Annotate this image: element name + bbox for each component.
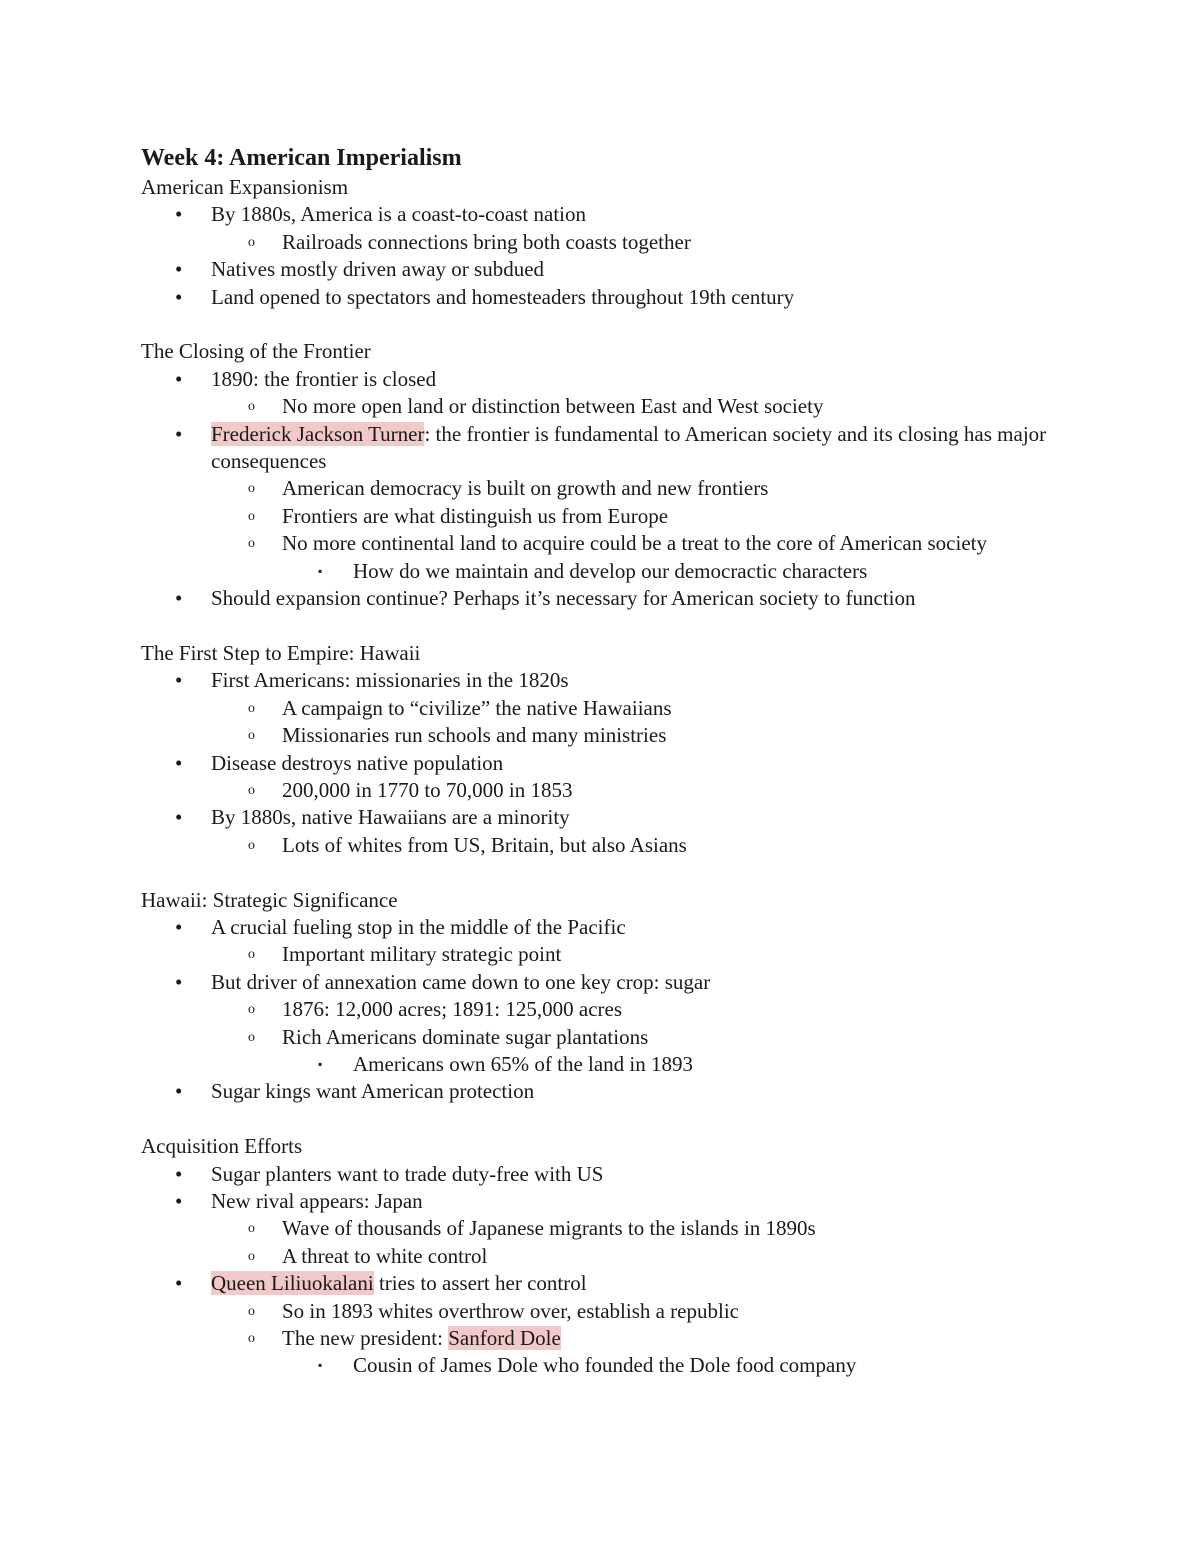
- square-bullet-icon: ▪: [318, 1056, 323, 1071]
- item-text: So in 1893 whites overthrow over, establish a republic: [282, 1298, 739, 1323]
- item-text: First Americans: missionaries in the 1820s: [211, 668, 569, 693]
- circle-bullet-icon: o: [248, 508, 255, 524]
- square-bullet-icon: ▪: [318, 563, 323, 578]
- item-text: 1890: the frontier is closed: [211, 366, 437, 391]
- section-spacer: [141, 612, 1101, 639]
- circle-bullet-icon: o: [248, 1331, 255, 1346]
- list-item: [141, 229, 1101, 256]
- item-text: How do we maintain and develop our democractic characters: [353, 558, 868, 583]
- item-text: 1876: 12,000 acres; 1891: 125,000 acres: [282, 997, 623, 1022]
- document-title: Week 4: American Imperialism: [141, 145, 462, 171]
- document-page: [141, 142, 1101, 1380]
- circle-bullet-icon: o: [248, 234, 255, 250]
- list-item: [141, 1078, 1101, 1105]
- item-text: American democracy is built on growth and new frontiers: [282, 476, 769, 501]
- bullet-icon: •: [175, 668, 183, 693]
- list-item: [141, 1024, 1101, 1051]
- item-text: Railroads connections bring both coasts together: [282, 229, 691, 254]
- highlighted-term: Sanford Dole: [448, 1326, 561, 1350]
- list-item: [141, 1243, 1101, 1270]
- list-item: [141, 201, 1101, 228]
- item-text: No more open land or distinction between East and West society: [282, 394, 824, 419]
- item-text: A campaign to “civilize” the native Hawaiians: [282, 695, 672, 720]
- list-item: [141, 804, 1101, 831]
- list-item: [141, 777, 1101, 804]
- bullet-icon: •: [175, 366, 183, 391]
- item-text: Land opened to spectators and homesteaders throughout 19th century: [211, 284, 795, 309]
- section-heading: American Expansionism: [141, 175, 349, 199]
- item-text: Should expansion continue? Perhaps it’s necessary for American society to function: [211, 586, 916, 611]
- list-item: [141, 996, 1101, 1023]
- list-item: [141, 393, 1101, 420]
- circle-bullet-icon: o: [248, 481, 255, 497]
- section-list: [141, 201, 1101, 311]
- item-text: But driver of annexation came down to one key crop: sugar: [211, 969, 711, 994]
- list-item: [141, 914, 1101, 941]
- circle-bullet-icon: o: [248, 1029, 255, 1045]
- bullet-icon: •: [175, 202, 183, 227]
- section-list: [141, 667, 1101, 859]
- list-item: [141, 1161, 1101, 1188]
- item-text: 200,000 in 1770 to 70,000 in 1853: [282, 777, 573, 802]
- item-text: Natives mostly driven away or subdued: [211, 257, 545, 282]
- list-item: [141, 503, 1101, 530]
- item-text: Cousin of James Dole who founded the Dole food company: [353, 1353, 857, 1378]
- section-spacer: [141, 1106, 1101, 1133]
- list-item: [141, 941, 1101, 968]
- item-text: Wave of thousands of Japanese migrants to the islands in 1890s: [282, 1216, 816, 1241]
- circle-bullet-icon: o: [248, 536, 255, 552]
- bullet-icon: •: [175, 805, 183, 830]
- circle-bullet-icon: o: [248, 782, 255, 798]
- item-text: A threat to white control: [282, 1243, 488, 1268]
- item-text: Sugar kings want American protection: [211, 1079, 535, 1104]
- item-text: No more continental land to acquire could be a treat to the core of American society: [282, 531, 987, 556]
- highlighted-term: Queen Liliuokalani: [211, 1271, 374, 1296]
- section-spacer: [141, 859, 1101, 886]
- bullet-icon: •: [175, 1271, 183, 1296]
- item-text: The new president:: [282, 1326, 449, 1350]
- list-item: [141, 969, 1101, 996]
- item-text: Missionaries run schools and many ministries: [282, 723, 667, 748]
- list-item: [141, 832, 1101, 859]
- list-item: [141, 421, 1101, 476]
- circle-bullet-icon: o: [248, 837, 255, 853]
- list-item: [141, 1270, 1101, 1297]
- bullet-icon: •: [175, 1079, 183, 1104]
- item-text: Americans own 65% of the land in 1893: [353, 1051, 694, 1076]
- list-item: [141, 256, 1101, 283]
- list-item: [141, 530, 1101, 557]
- circle-bullet-icon: o: [248, 399, 255, 415]
- bullet-icon: •: [175, 586, 183, 611]
- section-heading: Hawaii: Strategic Significance: [141, 887, 398, 912]
- circle-bullet-icon: o: [248, 1221, 255, 1237]
- section-list: [141, 1161, 1101, 1380]
- circle-bullet-icon: o: [248, 700, 255, 716]
- list-item: [141, 366, 1101, 393]
- sections-container: [141, 174, 1101, 1380]
- bullet-icon: •: [175, 284, 183, 309]
- list-item: [141, 695, 1101, 722]
- list-item: [141, 1188, 1101, 1215]
- item-text: Rich Americans dominate sugar plantations: [282, 1024, 649, 1049]
- section-heading: The Closing of the Frontier: [141, 339, 371, 364]
- circle-bullet-icon: o: [248, 1303, 255, 1319]
- item-text: Important military strategic point: [282, 942, 562, 967]
- list-item: [141, 1051, 1101, 1078]
- item-text: : the frontier is fundamental to American society and its closing has major consequences: [211, 421, 1047, 474]
- section-heading: The First Step to Empire: Hawaii: [141, 640, 421, 665]
- section-list: [141, 366, 1101, 613]
- list-item: [141, 750, 1101, 777]
- bullet-icon: •: [175, 914, 183, 939]
- item-text: Lots of whites from US, Britain, but also Asians: [282, 832, 687, 857]
- bullet-icon: •: [175, 1188, 183, 1213]
- item-text: Disease destroys native population: [211, 750, 504, 775]
- list-item: [141, 722, 1101, 749]
- list-item: [141, 1325, 1101, 1352]
- bullet-icon: •: [175, 1161, 183, 1186]
- item-text: Sugar planters want to trade duty-free with US: [211, 1161, 604, 1186]
- square-bullet-icon: ▪: [318, 1358, 323, 1373]
- list-item: [141, 667, 1101, 694]
- item-text: New rival appears: Japan: [211, 1188, 423, 1213]
- list-item: [141, 1352, 1101, 1379]
- list-item: [141, 1298, 1101, 1325]
- list-item: [141, 284, 1101, 311]
- section-list: [141, 914, 1101, 1106]
- list-item: [141, 558, 1101, 585]
- bullet-icon: •: [175, 969, 183, 994]
- item-text: tries to assert her control: [373, 1271, 587, 1296]
- item-text: By 1880s, native Hawaiians are a minority: [211, 805, 570, 830]
- list-item: [141, 1215, 1101, 1242]
- bullet-icon: •: [175, 421, 183, 446]
- circle-bullet-icon: o: [248, 947, 255, 963]
- bullet-icon: •: [175, 257, 183, 282]
- bullet-icon: •: [175, 750, 183, 775]
- circle-bullet-icon: o: [248, 1002, 255, 1018]
- section-spacer: [141, 311, 1101, 338]
- circle-bullet-icon: o: [248, 728, 255, 744]
- item-text: A crucial fueling stop in the middle of the Pacific: [211, 914, 626, 939]
- highlighted-term: Frederick Jackson Turner: [211, 421, 425, 446]
- item-text: Frontiers are what distinguish us from Europe: [282, 503, 669, 528]
- section-heading: Acquisition Efforts: [141, 1134, 303, 1159]
- item-text: By 1880s, America is a coast-to-coast nation: [211, 202, 586, 227]
- list-item: [141, 585, 1101, 612]
- circle-bullet-icon: o: [248, 1248, 255, 1264]
- list-item: [141, 475, 1101, 502]
